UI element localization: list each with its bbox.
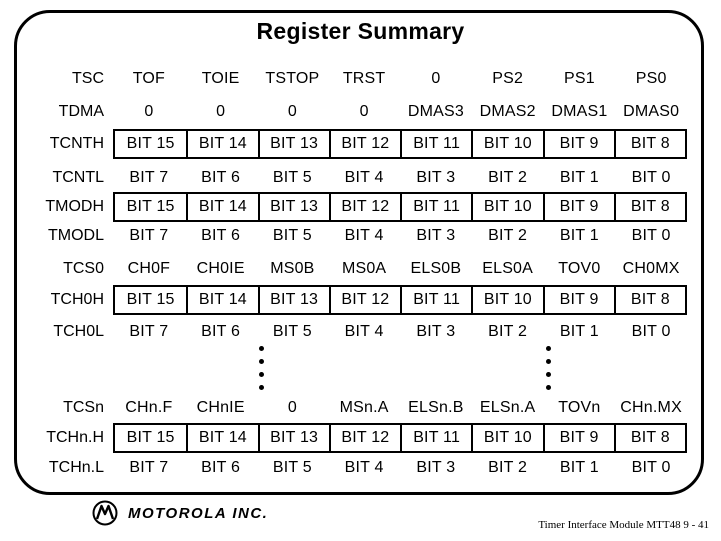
bit-cell: BIT 4 bbox=[344, 227, 384, 244]
ellipsis-dots-right bbox=[546, 346, 552, 398]
register-row bbox=[0, 192, 721, 222]
bit-cell: BIT 1 bbox=[559, 169, 599, 186]
bit-cell: ELS0B bbox=[410, 260, 462, 277]
bit-cell: CH0IE bbox=[196, 260, 245, 277]
bit-cell: BIT 11 bbox=[400, 287, 471, 313]
bit-cell: BIT 2 bbox=[488, 323, 528, 340]
register-name: TSC bbox=[72, 70, 104, 87]
page-title: Register Summary bbox=[256, 18, 465, 44]
register-name: TDMA bbox=[58, 103, 104, 120]
register-row bbox=[0, 254, 721, 284]
bit-cell: BIT 3 bbox=[416, 323, 456, 340]
bit-cell: BIT 6 bbox=[201, 227, 241, 244]
bit-cell: TOF bbox=[132, 70, 166, 87]
bit-cell: BIT 4 bbox=[344, 459, 384, 476]
bit-cell: 0 bbox=[431, 70, 441, 87]
bit-cell: BIT 14 bbox=[186, 425, 257, 451]
register-row bbox=[0, 129, 721, 159]
bit-cell: BIT 7 bbox=[129, 323, 169, 340]
bit-cell: BIT 6 bbox=[201, 459, 241, 476]
register-row bbox=[0, 285, 721, 315]
bit-cell: 0 bbox=[216, 103, 226, 120]
bit-cell: BIT 12 bbox=[329, 287, 400, 313]
bit-cell: BIT 0 bbox=[631, 169, 671, 186]
register-bits bbox=[113, 129, 687, 159]
ellipsis-dots-left bbox=[259, 346, 265, 398]
register-row bbox=[0, 221, 721, 251]
bit-cell: BIT 3 bbox=[416, 227, 456, 244]
register-name: TCNTH bbox=[49, 135, 104, 152]
bit-cell: BIT 7 bbox=[129, 169, 169, 186]
register-name: TCHn.H bbox=[46, 429, 104, 446]
register-bits bbox=[113, 317, 687, 347]
bit-cell: CHn.F bbox=[125, 399, 173, 416]
bit-cell: BIT 2 bbox=[488, 459, 528, 476]
bit-cell: BIT 14 bbox=[186, 131, 257, 157]
bit-cell: CHn.MX bbox=[620, 399, 682, 416]
bit-cell: BIT 14 bbox=[186, 287, 257, 313]
bit-cell: ELSn.B bbox=[408, 399, 464, 416]
bit-cell: BIT 3 bbox=[416, 169, 456, 186]
register-name: TCH0H bbox=[50, 291, 104, 308]
bit-cell: BIT 9 bbox=[543, 131, 614, 157]
register-row bbox=[0, 317, 721, 347]
bit-cell: 0 bbox=[359, 103, 369, 120]
bit-cell: BIT 12 bbox=[329, 194, 400, 220]
register-bits bbox=[113, 285, 687, 315]
register-name: TCS0 bbox=[63, 260, 104, 277]
register-bits bbox=[113, 163, 687, 193]
register-bits bbox=[113, 192, 687, 222]
bit-cell: BIT 5 bbox=[272, 227, 312, 244]
register-row bbox=[0, 423, 721, 453]
register-row bbox=[0, 97, 721, 127]
bit-cell: BIT 10 bbox=[471, 131, 542, 157]
bit-cell: BIT 4 bbox=[344, 323, 384, 340]
bit-cell: BIT 14 bbox=[186, 194, 257, 220]
register-name: TCNTL bbox=[52, 169, 104, 186]
bit-cell: BIT 2 bbox=[488, 227, 528, 244]
bit-cell: BIT 13 bbox=[258, 131, 329, 157]
register-bits bbox=[113, 221, 687, 251]
bit-cell: BIT 13 bbox=[258, 287, 329, 313]
bit-cell: BIT 15 bbox=[126, 291, 175, 308]
bit-cell: BIT 15 bbox=[126, 135, 175, 152]
bit-cell: DMAS0 bbox=[623, 103, 680, 120]
bit-cell: BIT 0 bbox=[631, 227, 671, 244]
bit-cell: BIT 8 bbox=[614, 194, 685, 220]
register-bits bbox=[113, 254, 687, 284]
bit-cell: DMAS1 bbox=[551, 103, 608, 120]
bit-cell: BIT 13 bbox=[258, 194, 329, 220]
bit-cell: BIT 5 bbox=[272, 169, 312, 186]
bit-cell: PS1 bbox=[563, 70, 595, 87]
bit-cell: BIT 11 bbox=[400, 194, 471, 220]
bit-cell: BIT 10 bbox=[471, 425, 542, 451]
bit-cell: BIT 6 bbox=[201, 323, 241, 340]
bit-cell: BIT 1 bbox=[559, 459, 599, 476]
logo-text: MOTOROLA INC. bbox=[128, 504, 269, 522]
bit-cell: 0 bbox=[287, 399, 297, 416]
bit-cell: CH0F bbox=[127, 260, 171, 277]
bit-cell: BIT 13 bbox=[258, 425, 329, 451]
bit-cell: BIT 9 bbox=[543, 425, 614, 451]
bit-cell: BIT 0 bbox=[631, 459, 671, 476]
bit-cell: BIT 5 bbox=[272, 323, 312, 340]
page-footer: Timer Interface Module MTT48 9 - 41 bbox=[538, 519, 709, 531]
register-bits bbox=[113, 64, 687, 94]
register-row bbox=[0, 453, 721, 483]
bit-cell: BIT 1 bbox=[559, 227, 599, 244]
bit-cell: PS2 bbox=[492, 70, 524, 87]
bit-cell: BIT 12 bbox=[329, 131, 400, 157]
bit-cell: ELS0A bbox=[482, 260, 534, 277]
bit-cell: BIT 11 bbox=[400, 425, 471, 451]
bit-cell: BIT 9 bbox=[543, 287, 614, 313]
register-name: TMODH bbox=[45, 198, 104, 215]
register-row bbox=[0, 64, 721, 94]
register-name: TMODL bbox=[48, 227, 104, 244]
bit-cell: MS0A bbox=[341, 260, 387, 277]
bit-cell: TOV0 bbox=[558, 260, 601, 277]
bit-cell: MS0B bbox=[270, 260, 315, 277]
bit-cell: BIT 12 bbox=[329, 425, 400, 451]
bit-cell: BIT 7 bbox=[129, 459, 169, 476]
bit-cell: 0 bbox=[287, 103, 297, 120]
bit-cell: DMAS2 bbox=[479, 103, 536, 120]
register-bits bbox=[113, 393, 687, 423]
bit-cell: ELSn.A bbox=[479, 399, 536, 416]
bit-cell: TRST bbox=[342, 70, 386, 87]
bit-cell: BIT 10 bbox=[471, 194, 542, 220]
bit-cell: BIT 5 bbox=[272, 459, 312, 476]
bit-cell: TSTOP bbox=[265, 70, 320, 87]
register-name: TCHn.L bbox=[48, 459, 104, 476]
bit-cell: TOIE bbox=[201, 70, 240, 87]
bit-cell: BIT 10 bbox=[471, 287, 542, 313]
bit-cell: DMAS3 bbox=[407, 103, 464, 120]
bit-cell: BIT 1 bbox=[559, 323, 599, 340]
bit-cell: BIT 15 bbox=[126, 429, 175, 446]
bit-cell: BIT 11 bbox=[400, 131, 471, 157]
register-bits bbox=[113, 97, 687, 127]
bit-cell: BIT 8 bbox=[614, 131, 685, 157]
bit-cell: 0 bbox=[144, 103, 154, 120]
bit-cell: BIT 0 bbox=[631, 323, 671, 340]
bit-cell: BIT 7 bbox=[129, 227, 169, 244]
register-bits bbox=[113, 423, 687, 453]
motorola-logo bbox=[92, 498, 268, 528]
bit-cell: BIT 4 bbox=[344, 169, 384, 186]
bit-cell: BIT 8 bbox=[614, 287, 685, 313]
register-bits bbox=[113, 453, 687, 483]
motorola-batwing-icon bbox=[92, 500, 118, 526]
register-row bbox=[0, 163, 721, 193]
bit-cell: BIT 9 bbox=[543, 194, 614, 220]
bit-cell: MSn.A bbox=[339, 399, 389, 416]
bit-cell: BIT 6 bbox=[201, 169, 241, 186]
bit-cell: BIT 8 bbox=[614, 425, 685, 451]
bit-cell: TOVn bbox=[558, 399, 601, 416]
register-row bbox=[0, 393, 721, 423]
register-name: TCSn bbox=[63, 399, 104, 416]
bit-cell: BIT 3 bbox=[416, 459, 456, 476]
register-name: TCH0L bbox=[53, 323, 104, 340]
bit-cell: PS0 bbox=[635, 70, 667, 87]
bit-cell: CHnIE bbox=[196, 399, 245, 416]
bit-cell: BIT 2 bbox=[488, 169, 528, 186]
bit-cell: CH0MX bbox=[622, 260, 680, 277]
bit-cell: BIT 15 bbox=[126, 198, 175, 215]
